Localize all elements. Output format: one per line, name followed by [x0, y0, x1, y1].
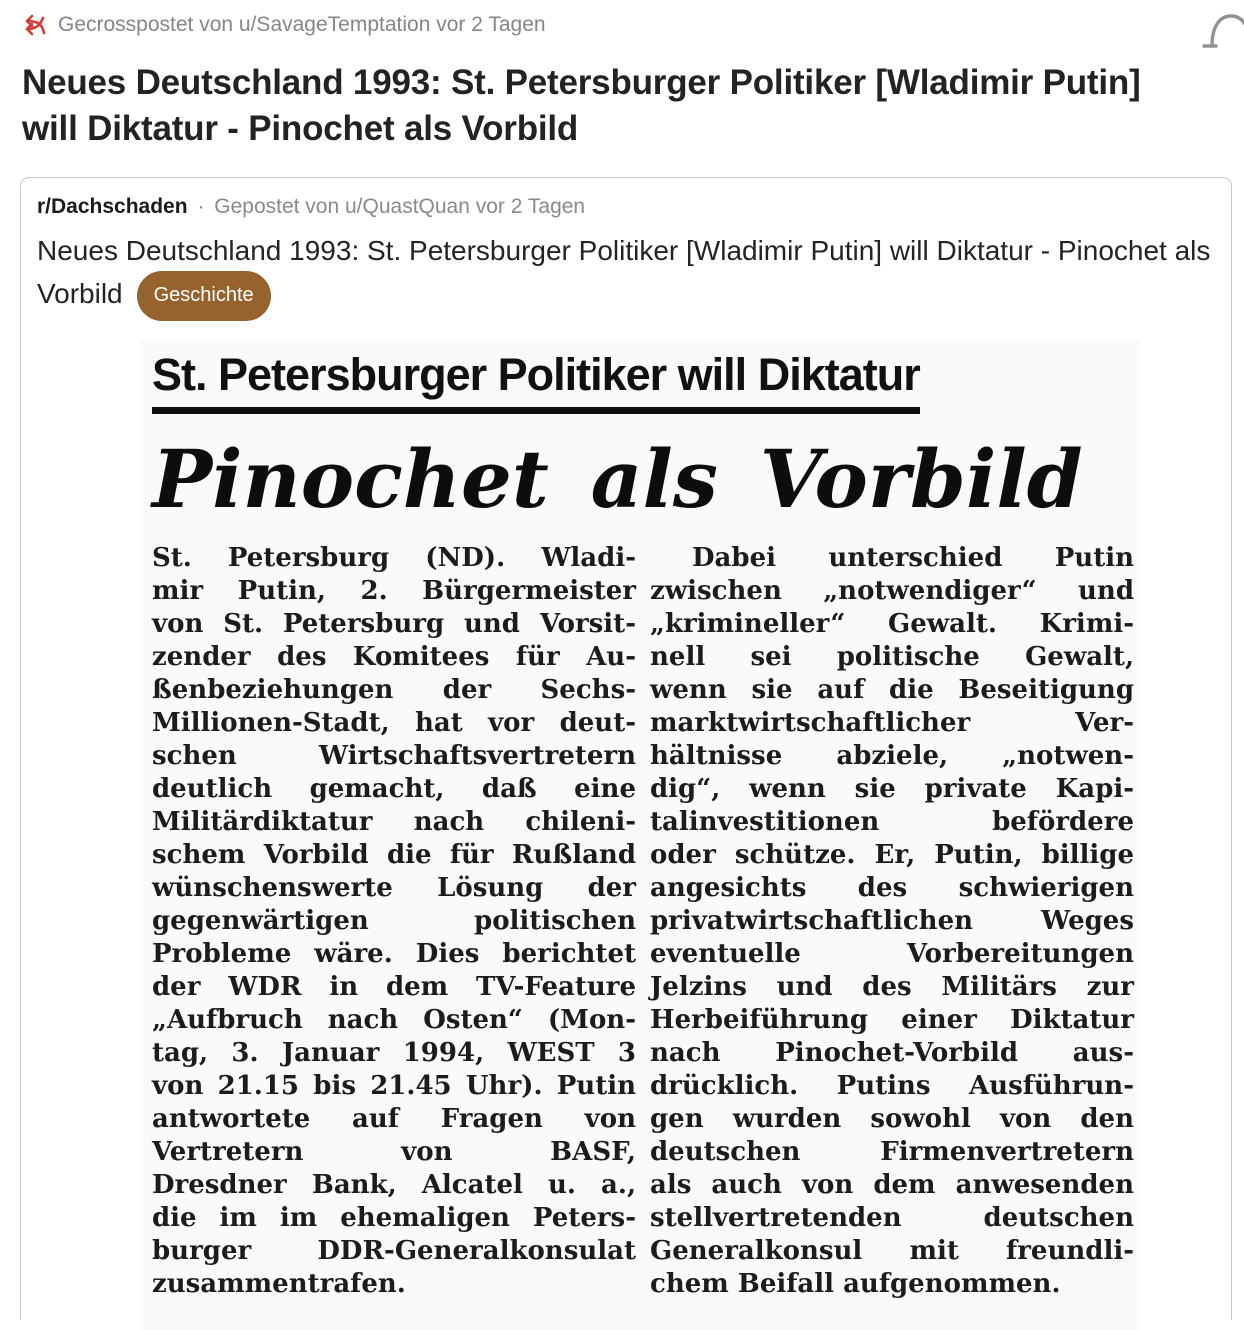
newspaper-text-line: Jelzins und des Militärs zur [650, 972, 1134, 1002]
crosspost-bar [24, 12, 546, 38]
newspaper-text-line: von 21.15 bis 21.45 Uhr). Putin [152, 1071, 636, 1101]
newspaper-text-line: drücklich. Putins Ausführun- [650, 1071, 1134, 1101]
newspaper-text-line: gen wurden sowohl von den [650, 1104, 1134, 1134]
newspaper-clipping-image[interactable] [140, 340, 1140, 1330]
embedded-post-title-text: Neues Deutschland 1993: St. Petersburger Politiker [Wladimir Putin] will Diktatur - Pinochet als Vorbild [37, 235, 1211, 309]
newspaper-text-line: Generalkonsul mit freundli- [650, 1236, 1134, 1266]
crosspost-icon [24, 12, 50, 38]
subreddit-link[interactable]: r/Dachschaden [37, 195, 188, 218]
newspaper-text-line: nach Pinochet-Vorbild aus- [650, 1038, 1134, 1068]
newspaper-text-line: chem Beifall aufgenommen. [650, 1269, 1061, 1299]
newspaper-text-line: Dresdner Bank, Alcatel u. a., [152, 1170, 636, 1200]
newspaper-text-line: hältnisse abziele, „notwen- [650, 741, 1134, 771]
newspaper-text-line: talinvestitionen befördere [650, 807, 1134, 837]
newspaper-text-line: marktwirtschaftlicher Ver- [650, 708, 1134, 738]
flair-badge[interactable]: Geschichte [137, 271, 271, 321]
newspaper-text-line: Dabei unterschied Putin [692, 543, 1134, 573]
newspaper-text-line: deutlich gemacht, daß eine [152, 774, 636, 804]
newspaper-text-line: tag, 3. Januar 1994, WEST 3 [152, 1038, 636, 1068]
newspaper-text-line: Militärdiktatur nach chileni- [152, 807, 636, 837]
newspaper-text-line: „Aufbruch nach Osten“ (Mon- [152, 1005, 636, 1035]
newspaper-column-left [152, 542, 636, 1301]
newspaper-text-line: deutschen Firmenvertretern [650, 1137, 1134, 1167]
newspaper-text-line: oder schütze. Er, Putin, billige [650, 840, 1134, 870]
newspaper-text-line: St. Petersburg (ND). Wladi- [152, 543, 636, 573]
newspaper-text-line: schen Wirtschaftsvertretern [152, 741, 636, 771]
newspaper-text-line: nell sei politische Gewalt, [650, 642, 1134, 672]
newspaper-body [152, 542, 1140, 1301]
newspaper-text-line: Millionen-Stadt, hat vor deut- [152, 708, 636, 738]
posted-by-meta[interactable]: Gepostet von u/QuastQuan vor 2 Tagen [214, 195, 586, 218]
newspaper-text-line: dig“, wenn sie private Kapi- [650, 774, 1134, 804]
newspaper-text-line: privatwirtschaftlichen Weges [650, 906, 1134, 936]
embedded-post-header [37, 193, 1215, 220]
embedded-post-card[interactable] [20, 177, 1232, 1320]
newspaper-text-line: als auch von dem anwesenden [650, 1170, 1134, 1200]
newspaper-text-line: mir Putin, 2. Bürgermeister [152, 576, 636, 606]
meta-separator: · [197, 195, 205, 218]
newspaper-text-line: ßenbeziehungen der Sechs- [152, 675, 636, 705]
newspaper-text-line: wünschenswerte Lösung der [152, 873, 636, 903]
newspaper-text-line: eventuelle Vorbereitungen [650, 939, 1134, 969]
newspaper-text-line: Probleme wäre. Dies berichtet [152, 939, 636, 969]
crosspost-label[interactable]: Gecrosspostet von u/SavageTemptation vor 2 Tagen [58, 13, 546, 36]
newspaper-text-line: wenn sie auf die Beseitigung [650, 675, 1134, 705]
newspaper-text-line: Herbeiführung einer Diktatur [650, 1005, 1134, 1035]
newspaper-kicker: St. Petersburger Politiker will Diktatur [152, 349, 920, 414]
newspaper-column-right [650, 542, 1134, 1301]
newspaper-text-line: der WDR in dem TV-Feature [152, 972, 636, 1002]
newspaper-text-line: Vertretern von BASF, [152, 1137, 636, 1167]
newspaper-text-line: angesichts des schwierigen [650, 873, 1134, 903]
bell-icon[interactable] [1198, 8, 1244, 50]
newspaper-text-line: burger DDR-Generalkonsulat [152, 1236, 636, 1266]
newspaper-text-line: antwortete auf Fragen von [152, 1104, 636, 1134]
embedded-post-title [37, 231, 1217, 321]
newspaper-text-line: „krimineller“ Gewalt. Krimi- [650, 609, 1134, 639]
post-title: Neues Deutschland 1993: St. Petersburger Politiker [Wladimir Putin] will Diktatur - Pinochet als Vorbild [22, 63, 1141, 148]
newspaper-text-line: schem Vorbild die für Rußland [152, 840, 636, 870]
newspaper-text-line: von St. Petersburg und Vorsit- [152, 609, 636, 639]
newspaper-text-line: zender des Komitees für Au- [152, 642, 636, 672]
newspaper-text-line: gegenwärtigen politischen [152, 906, 636, 936]
newspaper-headline: Pinochet als Vorbild [152, 432, 1083, 526]
newspaper-text-line: die im im ehemaligen Peters- [152, 1203, 636, 1233]
newspaper-text-line: zusammentrafen. [152, 1269, 406, 1299]
newspaper-text-line: zwischen „notwendiger“ und [650, 576, 1134, 606]
newspaper-text-line: stellvertretenden deutschen [650, 1203, 1134, 1233]
